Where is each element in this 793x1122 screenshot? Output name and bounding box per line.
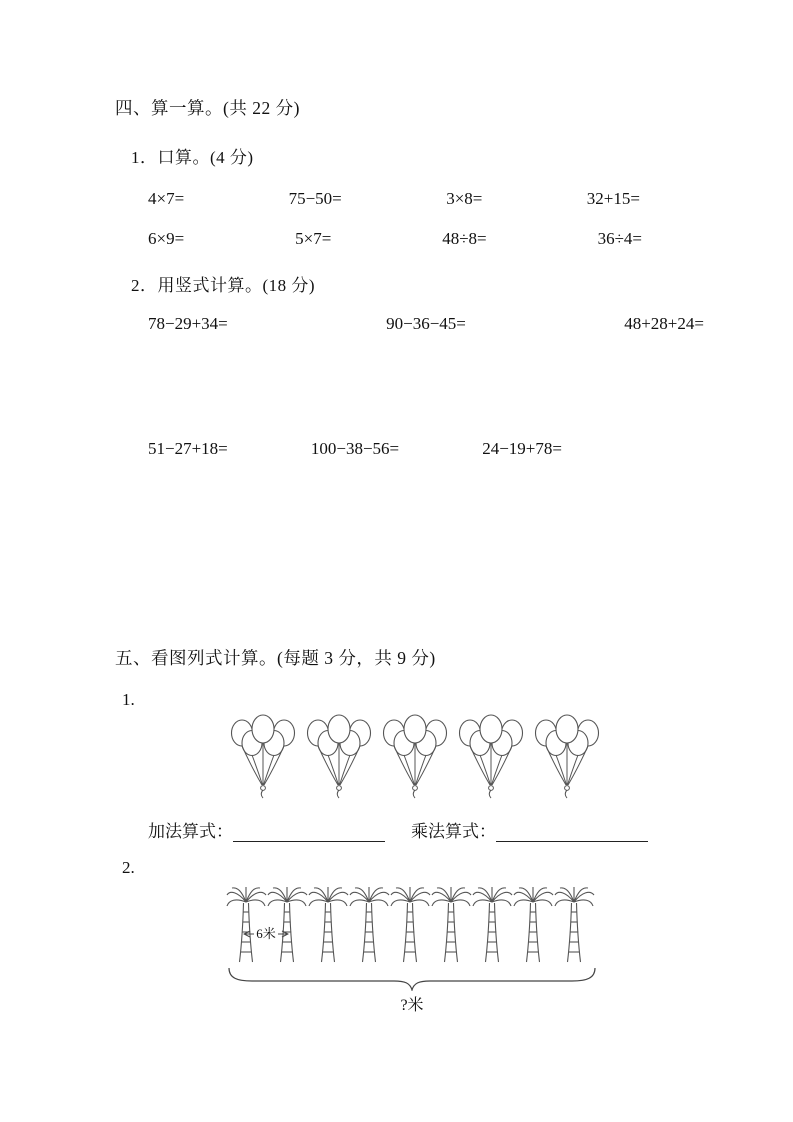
question-2-number: 2. [122,858,135,877]
math-expression: 4×7= [148,189,185,208]
oral-calc-row-1 [148,189,640,209]
balloon-bunch [456,712,526,800]
vertical-calc-row-1 [148,314,704,334]
equation-line [148,817,648,842]
math-expression: 48+28+24= [624,314,704,333]
palm-tree [554,886,595,964]
total-length-label: ?米 [400,997,424,1014]
balloon-bunch [380,712,450,800]
tree-row [226,886,598,964]
palm-tree [390,886,431,964]
balloon-figure [228,712,602,800]
math-expression: 78−29+34= [148,314,228,333]
section-five-title: 五、看图列式计算。(每题 3 分，共 9 分) [115,648,436,668]
balloon-bunch [304,712,374,800]
palm-tree [513,886,554,964]
math-expression: 36÷4= [597,229,642,248]
palm-tree [308,886,349,964]
oral-calc-label: 1．口算。(4 分) [131,148,254,167]
brace-under-trees-icon [226,965,598,991]
vertical-calc-label: 2．用竖式计算。(18 分) [131,276,316,295]
vertical-calc-row-2 [148,439,562,459]
multiplication-equation-label: 乘法算式： [411,822,496,841]
section-four-title: 四、算一算。(共 22 分) [115,98,300,118]
addition-answer-blank [233,823,385,842]
balloon-bunch [228,712,298,800]
palm-tree [267,886,308,964]
math-expression: 48÷8= [442,229,487,248]
math-expression: 3×8= [446,189,483,208]
balloon-bunch [532,712,602,800]
tree-figure [226,886,598,1015]
math-expression: 5×7= [295,229,332,248]
math-expression: 24−19+78= [482,439,562,458]
math-expression: 100−38−56= [310,439,400,458]
palm-tree [349,886,390,964]
palm-tree [226,886,267,964]
math-expression: 51−27+18= [148,439,228,458]
multiplication-answer-blank [496,823,648,842]
tree-gap-measure [239,926,293,942]
palm-tree [431,886,472,964]
gap-measure-text: 6米 [256,926,276,941]
math-expression: 32+15= [586,189,640,208]
addition-equation-label: 加法算式： [148,822,233,841]
math-expression: 75−50= [288,189,342,208]
math-expression: 90−36−45= [386,314,466,333]
math-expression: 6×9= [148,229,185,248]
question-1-number: 1. [122,690,135,709]
palm-tree [472,886,513,964]
oral-calc-row-2 [148,229,642,249]
